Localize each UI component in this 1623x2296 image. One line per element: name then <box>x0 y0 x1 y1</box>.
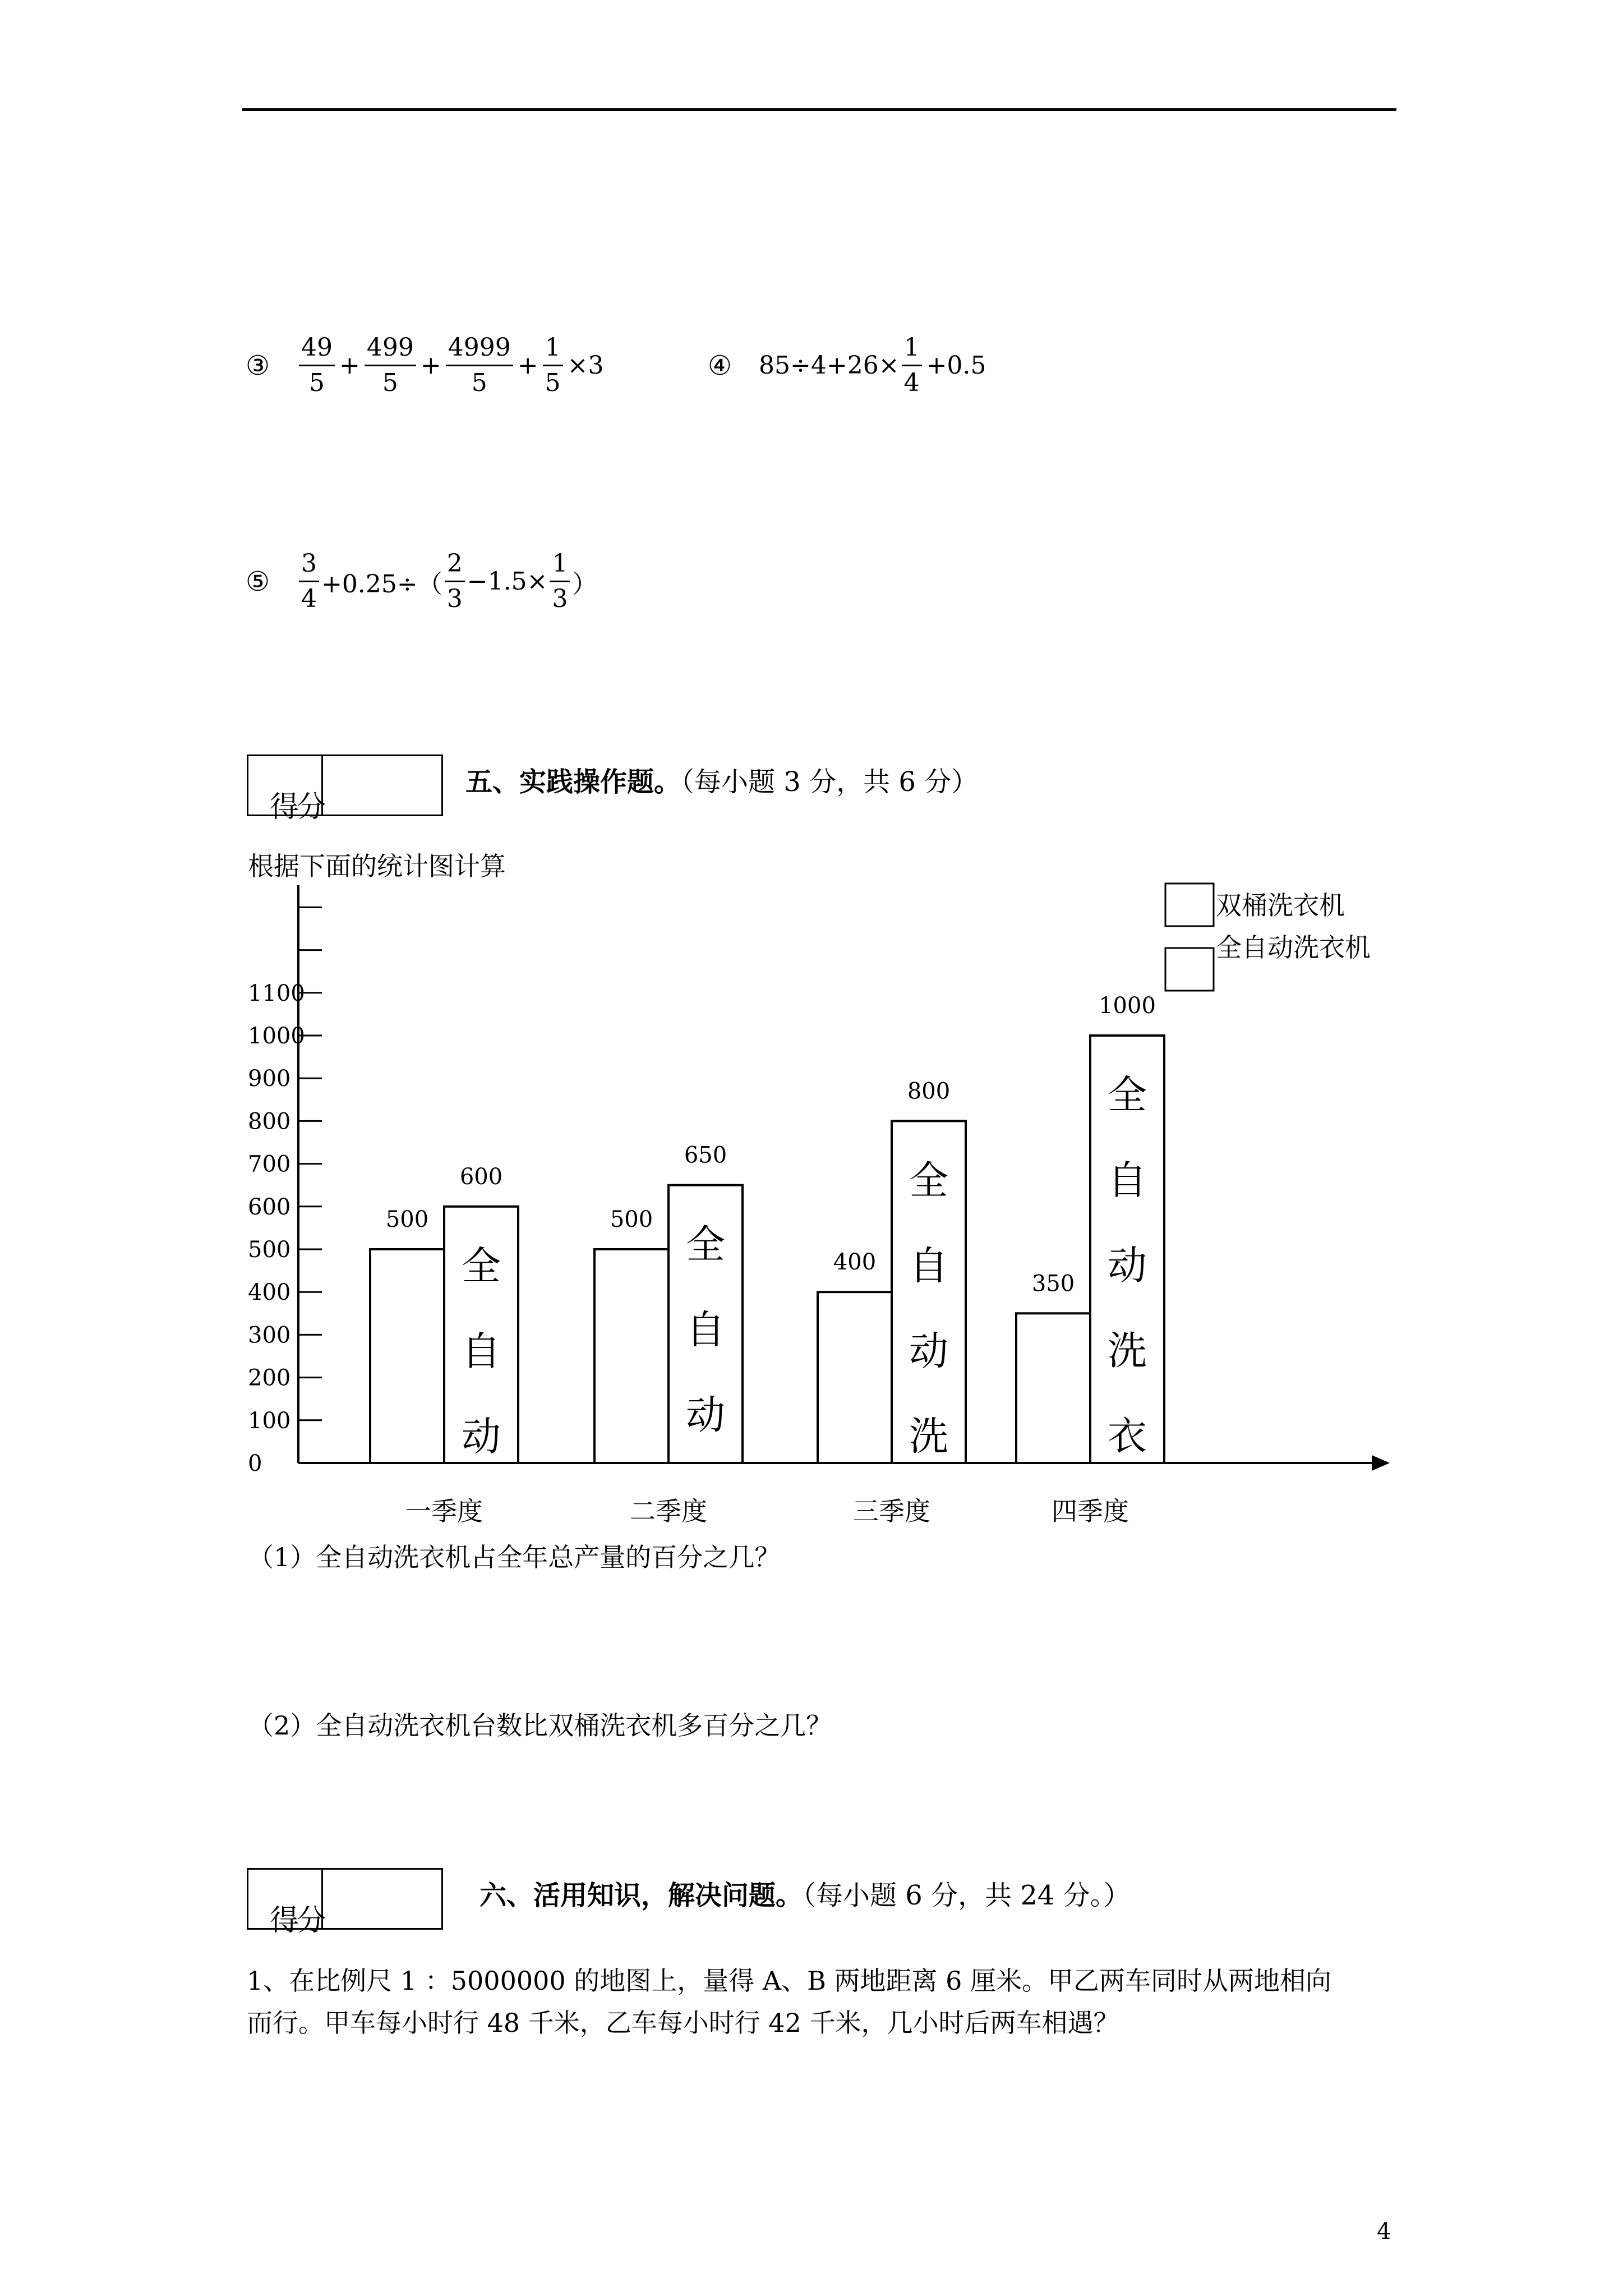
data-label: 650 <box>684 1142 727 1168</box>
bar-text-char: 全 <box>462 1243 501 1289</box>
bar-text-char: 洗 <box>1108 1328 1147 1374</box>
data-label: 800 <box>907 1078 951 1105</box>
bar-text-char: 动 <box>686 1392 725 1438</box>
item-mark: ⑤ <box>246 565 270 597</box>
category-label: 四季度 <box>1052 1496 1129 1526</box>
x-axis-arrow <box>1372 1455 1390 1471</box>
item-mark: ④ <box>708 349 732 381</box>
fraction: $\frac{1}{3}$ <box>550 547 570 616</box>
score-label: 得分 <box>270 790 324 824</box>
y-tick-label: 100 <box>248 1407 291 1434</box>
problem-1-line-1: 1、在比例尺 1 ：5000000 的地图上，量得 A、B 两地距离 6 厘米。甲乙两车同时从两地相向 <box>247 1966 1332 1996</box>
data-label: 1000 <box>1099 993 1156 1019</box>
y-tick-label: 300 <box>248 1322 291 1349</box>
y-tick-label: 200 <box>248 1365 291 1391</box>
y-tick-label: 400 <box>248 1280 291 1306</box>
bar-text-char: 动 <box>462 1413 501 1460</box>
section-5-heading: 五、实践操作题。（每小题 3 分，共 6 分） <box>465 766 979 798</box>
bar-text-char: 自 <box>686 1306 725 1353</box>
page-number: 4 <box>1377 2219 1391 2244</box>
bar-text-char: 动 <box>909 1328 948 1374</box>
bar-双桶洗衣机 <box>1016 1313 1090 1463</box>
category-label: 三季度 <box>853 1496 930 1526</box>
data-label: 400 <box>833 1249 877 1276</box>
category-label: 一季度 <box>405 1496 483 1526</box>
bar-text-char: 动 <box>1108 1243 1147 1289</box>
fraction: $\frac{1}{5}$ <box>543 331 563 400</box>
bar-双桶洗衣机 <box>594 1249 668 1463</box>
y-tick-label: 800 <box>248 1108 291 1135</box>
legend-label: 双桶洗衣机 <box>1216 890 1345 921</box>
fraction: $\frac{4999}{5}$ <box>446 331 513 400</box>
y-tick-label: 600 <box>248 1194 291 1220</box>
expression-3: ③ $\frac{49}{5}$ + $\frac{499}{5}$ + $\frac{4999}{5}$ + $\frac{1}{5}$ ×3 <box>246 331 606 400</box>
bar-text-char: 自 <box>462 1328 501 1374</box>
section-6-heading: 六、活用知识，解决问题。（每小题 6 分，共 24 分。） <box>479 1880 1131 1911</box>
y-tick-label: 700 <box>248 1151 291 1177</box>
y-tick-label: 0 <box>248 1451 262 1476</box>
fraction: $\frac{2}{3}$ <box>445 547 465 616</box>
bar-text-char: 洗 <box>909 1413 948 1460</box>
bar-双桶洗衣机 <box>818 1292 892 1463</box>
score-label: 得分 <box>270 1904 324 1938</box>
y-tick-label: 500 <box>248 1237 291 1263</box>
y-tick-label: 1000 <box>248 1023 305 1049</box>
item-mark: ③ <box>246 349 270 381</box>
chart-intro: 根据下面的统计图计算 <box>248 851 506 881</box>
bar-text-char: 全 <box>1108 1072 1147 1118</box>
legend-swatch <box>1165 948 1214 991</box>
legend-label: 全自动洗衣机 <box>1216 932 1371 963</box>
question-2: （2）全自动洗衣机台数比双桶洗衣机多百分之几？ <box>248 1710 832 1741</box>
score-box <box>247 1868 443 1938</box>
fraction: $\frac{499}{5}$ <box>365 331 416 400</box>
y-tick-label: 900 <box>248 1066 291 1092</box>
category-label: 二季度 <box>630 1496 707 1526</box>
bar-双桶洗衣机 <box>370 1249 444 1463</box>
question-1: （1）全自动洗衣机占全年总产量的百分之几？ <box>248 1542 781 1572</box>
data-label: 600 <box>459 1163 503 1190</box>
bar-text-char: 全 <box>909 1157 948 1204</box>
bar-text-char: 自 <box>1108 1157 1147 1203</box>
bar-text-char: 全 <box>686 1221 725 1268</box>
legend-swatch <box>1165 884 1214 926</box>
bar-text-char: 衣 <box>1108 1413 1147 1459</box>
fraction: $\frac{3}{4}$ <box>299 547 319 616</box>
problem-1-line-2: 而行。甲车每小时行 48 千米，乙车每小时行 42 千米，几小时后两车相遇？ <box>247 2008 1119 2038</box>
expression-5: ⑤ $\frac{3}{4}$ +0.25÷（ $\frac{2}{3}$ −1.5× $\frac{1}{3}$ ） <box>246 547 597 616</box>
expression-4: ④ 85÷4+26× $\frac{1}{4}$ +0.5 <box>708 331 988 400</box>
fraction: $\frac{1}{4}$ <box>902 331 922 400</box>
data-label: 350 <box>1031 1271 1075 1297</box>
data-label: 500 <box>385 1207 429 1232</box>
bar-text-char: 自 <box>909 1243 948 1289</box>
fraction: $\frac{49}{5}$ <box>299 331 335 400</box>
data-label: 500 <box>610 1207 653 1232</box>
y-tick-label: 1100 <box>248 980 305 1006</box>
